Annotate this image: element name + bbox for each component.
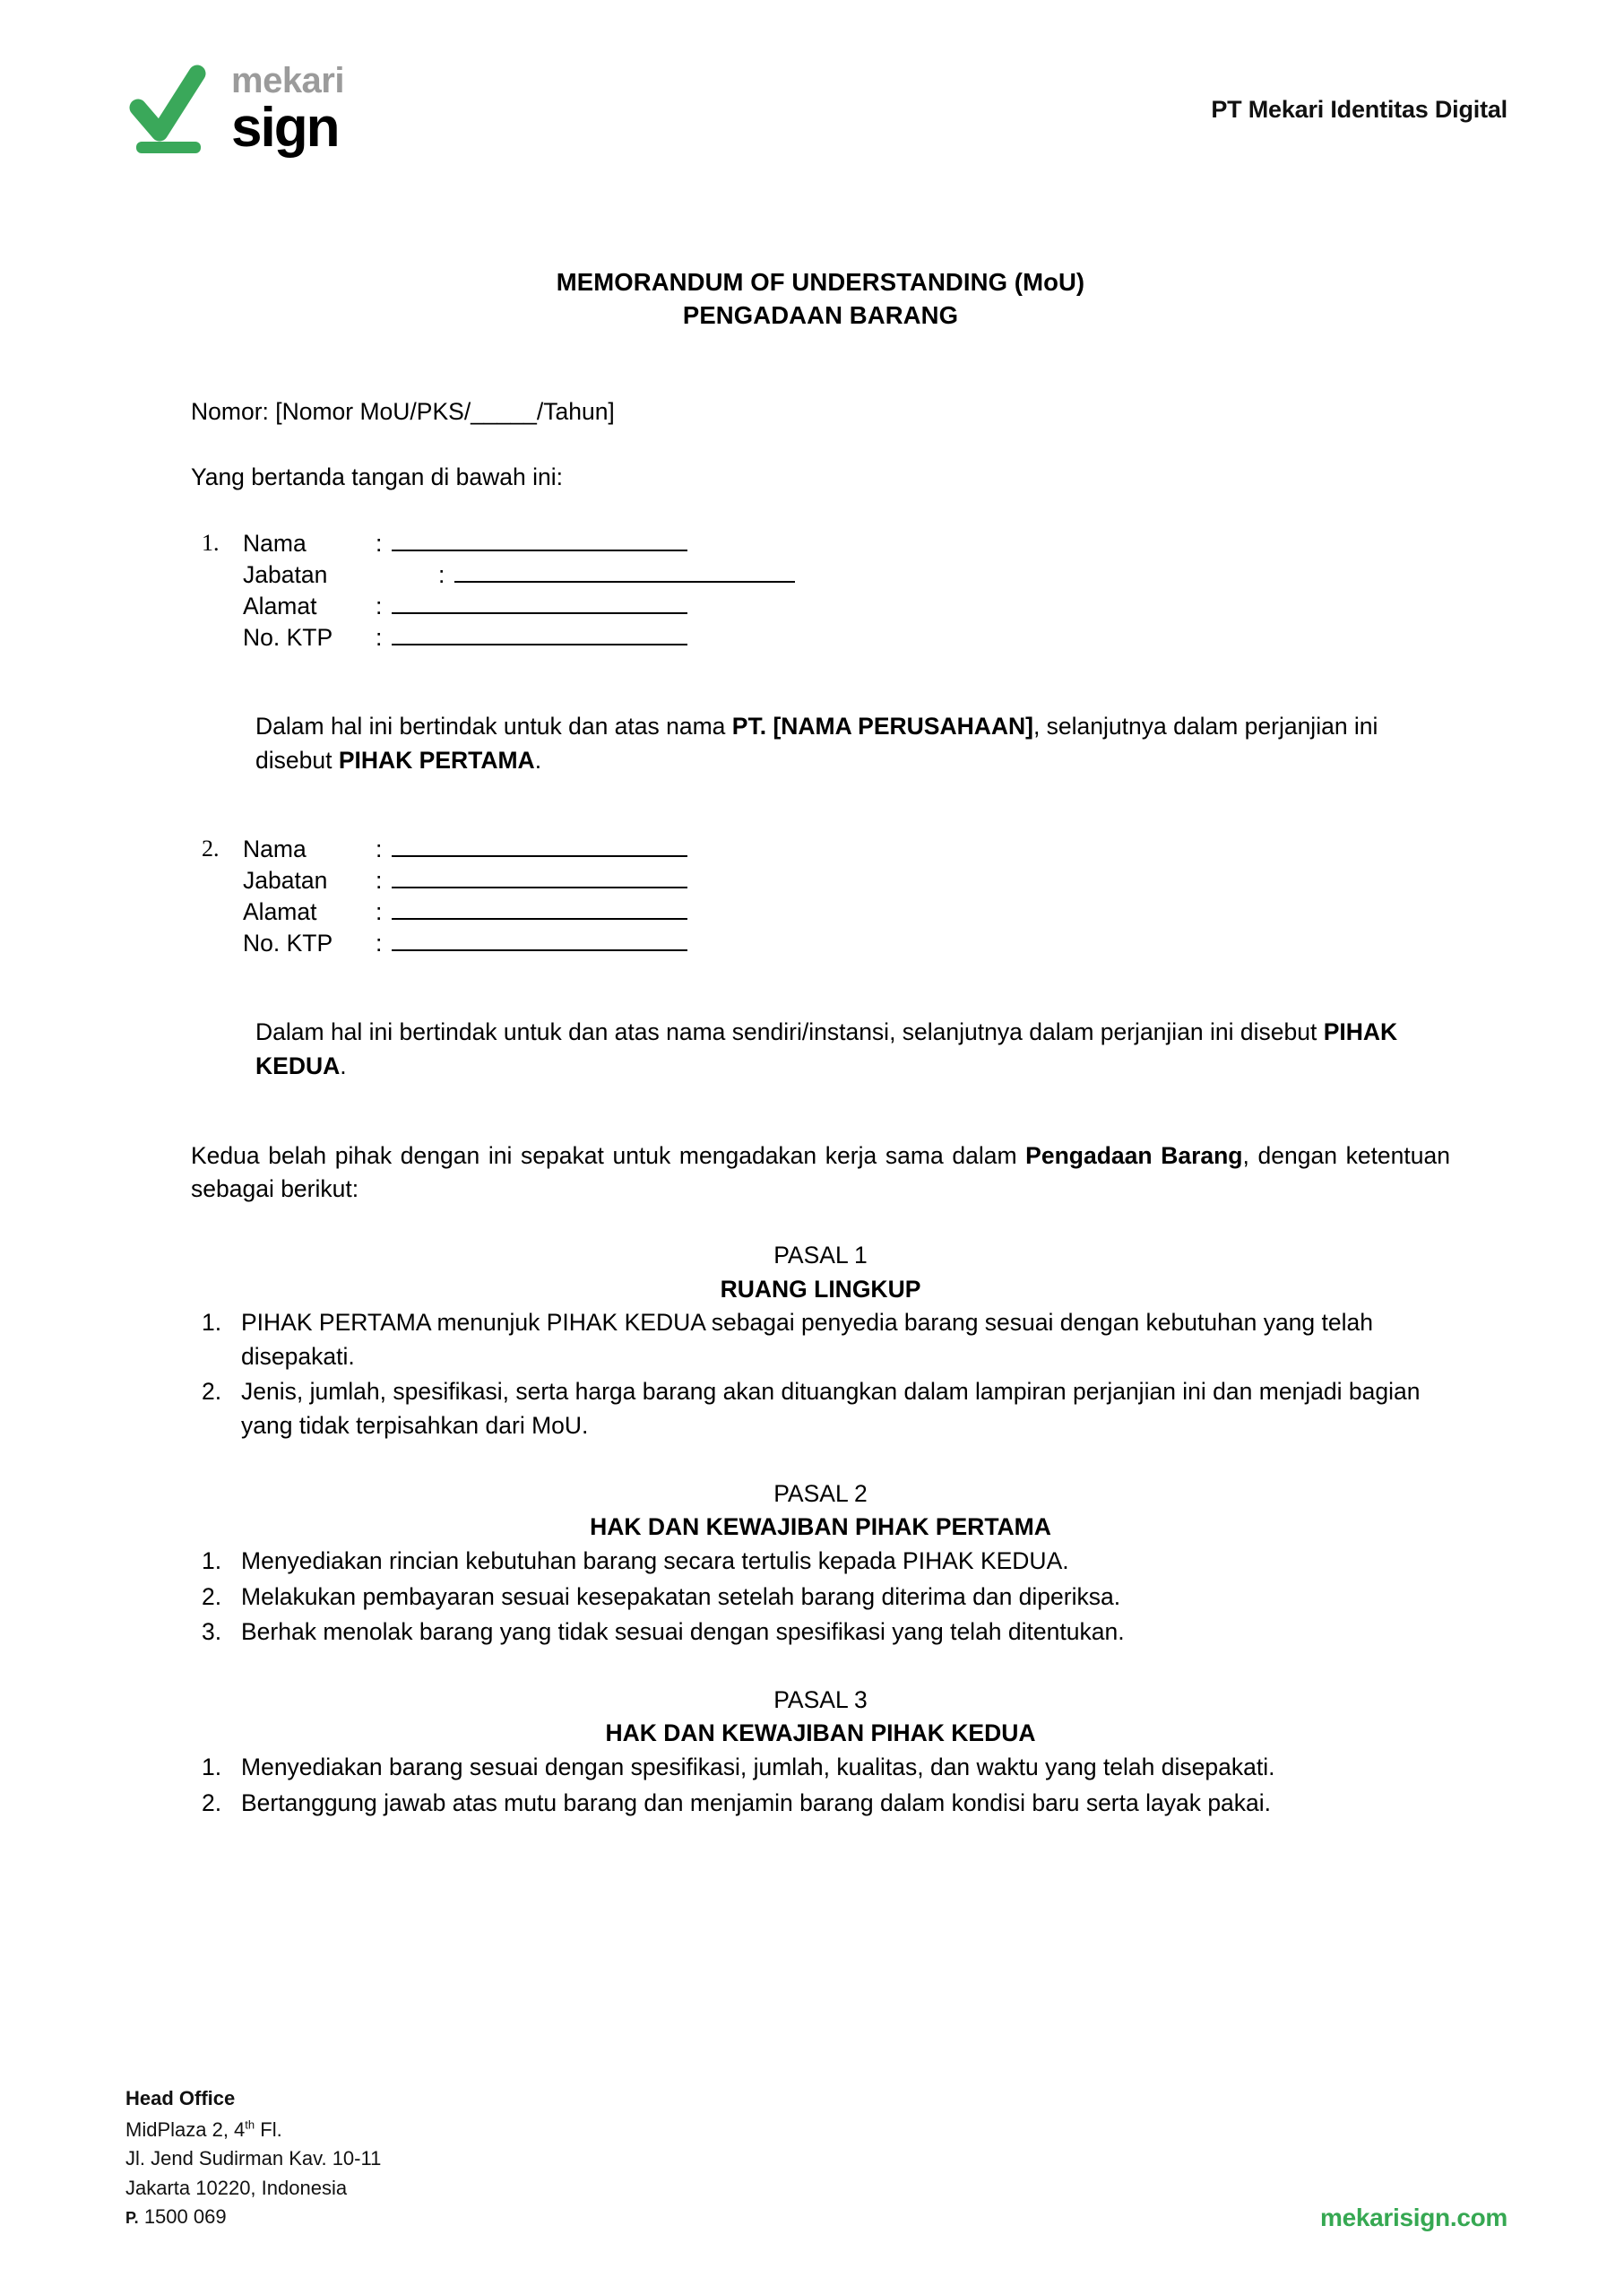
pasal-title: HAK DAN KEWAJIBAN PIHAK PERTAMA (590, 1513, 1051, 1541)
field-input-line-alamat[interactable] (392, 900, 687, 920)
field-input-line-no-ktp[interactable] (392, 931, 687, 951)
logo-sign-text: sign (231, 97, 339, 159)
agreement-post: , dengan ketentuan sebagai berikut: (191, 1141, 1450, 1203)
green-check-underline-icon (125, 61, 212, 158)
clause-number: 1. (202, 1754, 222, 1781)
pasal-1-clause-list (191, 1306, 1450, 1443)
field-colon: : (376, 593, 383, 620)
clause-text: Bertanggung jawab atas mutu barang dan menjamin barang dalam kondisi baru serta layak pakai. (241, 1788, 1272, 1816)
pasal-title: RUANG LINGKUP (720, 1275, 921, 1303)
field-row-nama (243, 833, 1450, 864)
field-label: No. KTP (243, 930, 333, 957)
agreement-pre: Kedua belah pihak dengan ini sepakat untuk mengadakan kerja sama dalam (191, 1141, 1026, 1169)
clause-text: Menyediakan barang sesuai dengan spesifikasi, jumlah, kualitas, dan waktu yang telah disepakati. (241, 1754, 1275, 1781)
clause-item (191, 1306, 1450, 1373)
field-row-no-ktp (243, 621, 1450, 653)
clause-number: 2. (202, 1378, 222, 1406)
website-link[interactable]: mekarisign.com (1320, 2204, 1507, 2231)
agreement-paragraph (191, 1139, 1450, 1207)
field-input-line-jabatan[interactable] (392, 869, 687, 888)
pasal-number: PASAL 2 (773, 1479, 868, 1507)
header-company-name: PT Mekari Identitas Digital (1211, 95, 1507, 123)
document-body (191, 265, 1450, 1822)
clause-number: 2. (202, 1582, 222, 1610)
document-title (191, 265, 1450, 333)
pasal-number: PASAL 1 (773, 1241, 868, 1269)
clause-item (191, 1545, 1450, 1579)
field-label: No. KTP (243, 624, 333, 652)
title-line-1: MEMORANDUM OF UNDERSTANDING (MoU) (556, 268, 1085, 296)
field-colon: : (438, 561, 445, 589)
field-colon: : (376, 867, 383, 895)
clause-number: 1. (202, 1546, 222, 1574)
agreement-subject: Pengadaan Barang (1025, 1141, 1243, 1169)
field-label: Jabatan (243, 867, 328, 895)
address-line-2: Jl. Jend Sudirman Kav. 10-11 (125, 2147, 382, 2170)
pasal-1-heading (191, 1239, 1450, 1306)
clause-item (191, 1375, 1450, 1442)
field-label: Alamat (243, 593, 317, 620)
party-block-2 (191, 833, 1450, 958)
field-label: Nama (243, 836, 307, 863)
field-row-jabatan (243, 559, 1450, 590)
pasal-3-heading (191, 1684, 1450, 1751)
pasal-2-heading (191, 1477, 1450, 1545)
clause-number: 1. (202, 1309, 222, 1337)
party-number: 2. (202, 836, 220, 862)
address-line-1-post: Fl. (255, 2117, 282, 2141)
field-input-line-alamat[interactable] (392, 594, 687, 614)
clause-text: Berhak menolak barang yang tidak sesuai dengan spesifikasi yang telah ditentukan. (241, 1618, 1125, 1646)
statement-post: . (340, 1052, 347, 1079)
field-colon: : (376, 930, 383, 957)
clause-number: 2. (202, 1788, 222, 1816)
address-title: Head Office (125, 2087, 236, 2110)
pasal-3-clause-list (191, 1751, 1450, 1820)
head-office-address (125, 2084, 381, 2232)
phone-label: P. (125, 2209, 139, 2228)
field-input-line-jabatan[interactable] (454, 563, 795, 583)
clause-item (191, 1581, 1450, 1615)
pasal-title: HAK DAN KEWAJIBAN PIHAK KEDUA (605, 1719, 1036, 1747)
document-header (125, 56, 1507, 163)
address-line-1-pre: MidPlaza 2, 4 (125, 2117, 246, 2141)
clause-text: PIHAK PERTAMA menunjuk PIHAK KEDUA sebagai penyedia barang sesuai dengan kebutuhan yang telah disepakati. (241, 1309, 1373, 1370)
field-input-line-no-ktp[interactable] (392, 626, 687, 645)
logo-mekari-text: mekari (231, 61, 344, 100)
field-colon: : (376, 836, 383, 863)
title-line-2: PENGADAAN BARANG (682, 301, 959, 330)
pasal-2-clause-list (191, 1545, 1450, 1650)
statement-pre: Dalam hal ini bertindak untuk dan atas nama sendiri/instansi, selanjutnya dalam perjanjian ini disebut (255, 1018, 1324, 1045)
phone-line (125, 2203, 381, 2232)
clause-text: Melakukan pembayaran sesuai kesepakatan setelah barang diterima dan diperiksa. (241, 1582, 1121, 1610)
clause-item (191, 1787, 1450, 1821)
party-block-1 (191, 527, 1450, 653)
field-row-alamat (243, 896, 1450, 927)
logo-wordmark (231, 61, 344, 159)
field-label: Nama (243, 530, 307, 558)
phone-number: 1500 069 (143, 2205, 227, 2229)
intro-text: Yang bertanda tangan di bawah ini: (191, 463, 563, 491)
statement-party-label: PIHAK KEDUA (255, 1018, 1398, 1079)
pasal-number: PASAL 3 (773, 1685, 868, 1713)
party-1-statement (255, 709, 1450, 777)
clause-text: Menyediakan rincian kebutuhan barang secara tertulis kepada PIHAK KEDUA. (241, 1546, 1069, 1574)
field-input-line-nama[interactable] (392, 532, 687, 551)
field-colon: : (376, 898, 383, 926)
address-line-1 (125, 2116, 381, 2145)
address-ordinal-suffix: th (245, 2117, 255, 2132)
document-number: Nomor: [Nomor MoU/PKS/_____/Tahun] (191, 397, 615, 425)
clause-item (191, 1615, 1450, 1650)
field-row-nama (243, 527, 1450, 559)
field-colon: : (376, 624, 383, 652)
statement-post: . (534, 746, 542, 774)
clause-item (191, 1751, 1450, 1785)
statement-pre: Dalam hal ini bertindak untuk dan atas nama (255, 712, 732, 740)
clause-number: 3. (202, 1618, 222, 1646)
party-2-statement (255, 1015, 1450, 1083)
field-input-line-nama[interactable] (392, 837, 687, 857)
statement-mid: , selanjutnya dalam perjanjian ini disebut (255, 712, 1378, 774)
statement-party-label: PIHAK PERTAMA (338, 746, 535, 774)
field-label: Jabatan (243, 561, 328, 589)
statement-company-name: PT. [NAMA PERUSAHAAN] (731, 712, 1033, 740)
address-line-3: Jakarta 10220, Indonesia (125, 2176, 348, 2199)
field-row-jabatan (243, 864, 1450, 896)
party-number: 1. (202, 530, 220, 557)
document-footer (125, 2084, 1507, 2232)
field-label: Alamat (243, 898, 317, 926)
field-row-no-ktp (243, 927, 1450, 958)
field-row-alamat (243, 590, 1450, 621)
mekari-sign-logo (125, 61, 344, 158)
clause-text: Jenis, jumlah, spesifikasi, serta harga barang akan dituangkan dalam lampiran perjanjian ini dan menjadi bagian yang tidak terpisahkan dari MoU. (241, 1378, 1421, 1440)
field-colon: : (376, 530, 383, 558)
